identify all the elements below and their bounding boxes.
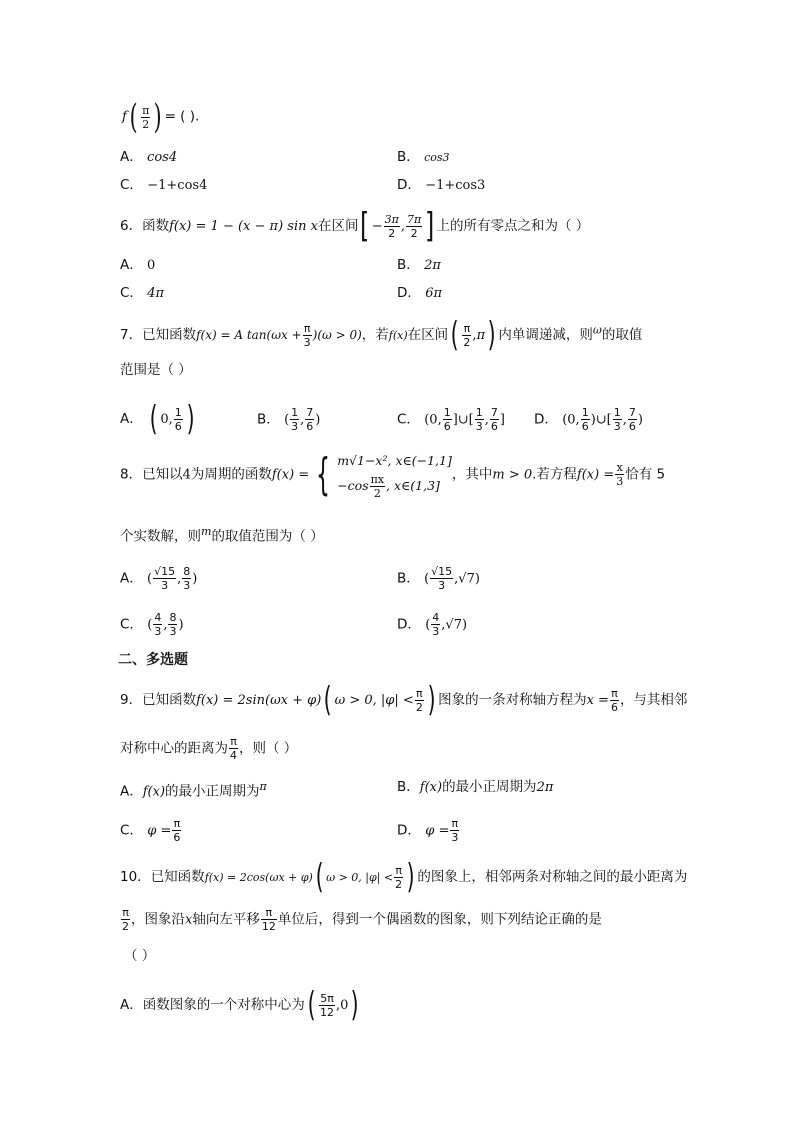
q6-option-a[interactable]: A． 0 xyxy=(120,257,156,273)
q8-option-d[interactable]: D． ( $\frac{4}{3}$ ,√7) xyxy=(397,611,468,638)
q9-option-c[interactable]: C． φ = $\frac{\pi}{6}$ xyxy=(120,817,181,844)
q7-stem-line2: 范围是（ ） xyxy=(120,362,192,378)
q8-stem-line2: 个实数解，则$^m$的取值范围为（ ） xyxy=(120,525,324,545)
q10-stem: 10．已知函数f(x) = 2cos(ωx + φ)( ω > 0, |φ| < $\frac{\pi}{2}$ ) 的图象上，相邻两条对称轴之间的最小距离为 xyxy=(120,857,688,897)
q7-option-b[interactable]: B． ( $\frac{1}{3}$ , $\frac{7}{6}$ ) xyxy=(257,406,321,433)
q10-stem-line3: （ ） xyxy=(124,948,156,964)
q9-option-a[interactable]: A．f(x)的最小正周期为$^\pi$ xyxy=(120,780,267,800)
q6-stem: 6．函数f(x) = 1 − (x − π) sin x在区间[ − $\frac{3\pi}{2}$ , $\frac{7\pi}{2}$ ] 上的所有零点之和为（ ） xyxy=(120,206,590,246)
section-title: 二、多选题 xyxy=(118,652,188,668)
q8-option-c[interactable]: C． ( $\frac{4}{3}$ , $\frac{8}{3}$ ) xyxy=(120,611,184,638)
q5-stem-tail: f( $\frac{\pi}{2}$ ) = ( ). xyxy=(122,97,200,137)
q7-option-c[interactable]: C． (0, $\frac{1}{6}$ ]∪[ $\frac{1}{3}$ , $\frac{7}{6}$ ] xyxy=(397,406,505,433)
q8-stem: 8．已知以4为周期的函数f(x) = { m√1−x², x∈(−1,1] −cos $\frac{\pi x}{2}$ , x∈(1,3] ，其中m > 0.若方程f(x) = $\frac{x}{3}$ 恰有 5 xyxy=(120,448,666,500)
q8-option-b[interactable]: B． ( $\frac{√15}{3}$ ,√7) xyxy=(397,565,480,592)
q5-option-d[interactable]: D． −1+cos3 xyxy=(397,177,486,193)
q7-stem: 7．已知函数f(x) = A tan(ωx + $\frac{\pi}{3}$ )(ω > 0)，若f(x)在区间( $\frac{\pi}{2}$ ,π) 内单调递减，则$^\omega$的取值 xyxy=(120,315,643,355)
q10-option-a[interactable]: A．函数图象的一个对称中心为( $\frac{5\pi}{12}$ ,0) xyxy=(120,985,360,1025)
q6-option-c[interactable]: C． 4π xyxy=(120,285,165,301)
q5-option-b[interactable]: B． cos3 xyxy=(397,149,450,165)
q10-stem-line2: $\frac{\pi}{2}$ ，图象沿x轴向左平移 $\frac{\pi}{12}$ 单位后，得到一个偶函数的图象，则下列结论正确的是 xyxy=(122,906,602,933)
q5-option-a[interactable]: A． cos4 xyxy=(120,149,178,165)
q6-option-b[interactable]: B． 2π xyxy=(397,257,441,273)
q9-option-d[interactable]: D． φ = $\frac{\pi}{3}$ xyxy=(397,817,459,844)
q7-option-a[interactable]: A． ( 0, $\frac{1}{6}$ ) xyxy=(120,399,195,439)
q9-stem: 9．已知函数f(x) = 2sin(ωx + φ)( ω > 0, |φ| < $\frac{\pi}{2}$ ) 图象的一条对称轴方程为x = $\frac{\pi}{6}$ ，与其相邻 xyxy=(120,680,688,720)
q8-option-a[interactable]: A． ( $\frac{√15}{3}$ , $\frac{8}{3}$ ) xyxy=(120,565,198,592)
q9-option-b[interactable]: B．f(x)的最小正周期为2π xyxy=(397,779,554,795)
q9-stem-line2: 对称中心的距离为 $\frac{\pi}{4}$ ，则（ ） xyxy=(120,735,298,762)
q5-option-c[interactable]: C． −1+cos4 xyxy=(120,177,208,193)
q6-option-d[interactable]: D． 6π xyxy=(397,285,443,301)
q7-option-d[interactable]: D． (0, $\frac{1}{6}$ )∪[ $\frac{1}{3}$ , $\frac{7}{6}$ ) xyxy=(534,406,643,433)
